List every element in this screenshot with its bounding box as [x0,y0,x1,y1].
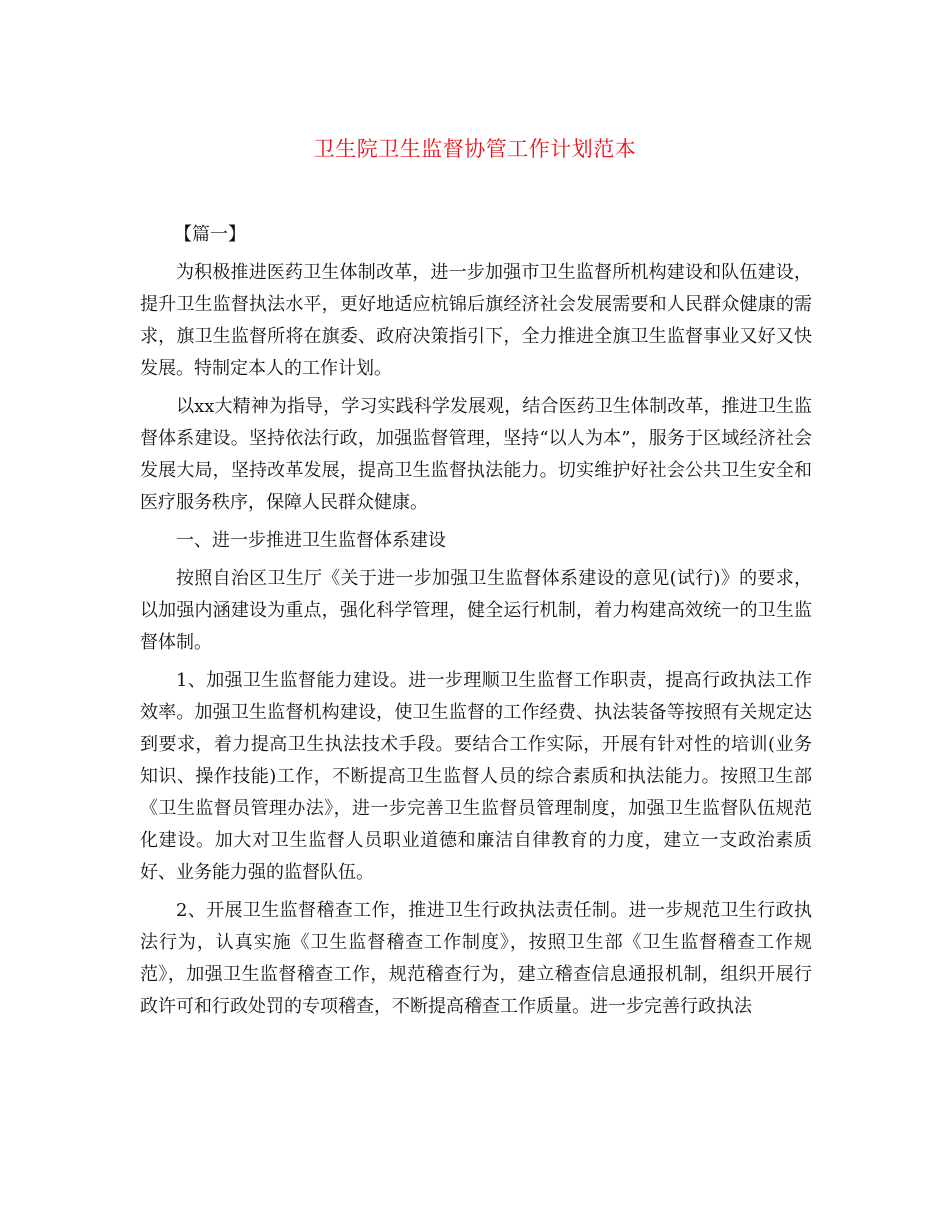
paragraph-intro: 为积极推进医药卫生体制改革，进一步加强市卫生监督所机构建设和队伍建设，提升卫生监督执法水平，更好地适应杭锦后旗经济社会发展需要和人民群众健康的需求，旗卫生监督所将在旗委、政府决策指引下，全力推进全旗卫生监督事业又好又快发展。特制定本人的工作计划。 [140,262,812,379]
section-mark: 【篇一】 [174,224,246,245]
document-body [140,219,812,1029]
paragraph-system-building: 按照自治区卫生厅《关于进一步加强卫生监督体系建设的意见(试行)》的要求，以加强内涵建设为重点，强化科学管理，健全运行机制，着力构建高效统一的卫生监督体制。 [140,568,812,653]
paragraph-guiding-principle: 以xx大精神为指导，学习实践科学发展观，结合医药卫生体制改革，推进卫生监督体系建设。坚持依法行政，加强监督管理，坚持“以人为本”，服务于区域经济社会发展大局，坚持改革发展，提高卫生监督执法能力。切实维护好社会公共卫生安全和医疗服务秩序，保障人民群众健康。 [140,396,812,513]
section-heading-1: 一、进一步推进卫生监督体系建设 [176,530,446,551]
paragraph-capacity-building: 1、加强卫生监督能力建设。进一步理顺卫生监督工作职责，提高行政执法工作效率。加强卫生监督机构建设，使卫生监督的工作经费、执法装备等按照有关规定达到要求，着力提高卫生执法技术手段。要结合工作实际，开展有针对性的培训(业务知识、操作技能)工作，不断提高卫生监督人员的综合素质和执法能力。按照卫生部《卫生监督员管理办法》，进一步完善卫生监督员管理制度，加强卫生监督队伍规范化建设。加大对卫生监督人员职业道德和廉洁自律教育的力度，建立一支政治素质好、业务能力强的监督队伍。 [140,670,812,883]
paragraph-inspection-work: 2、开展卫生监督稽查工作，推进卫生行政执法责任制。进一步规范卫生行政执法行为，认真实施《卫生监督稽查工作制度》，按照卫生部《卫生监督稽查工作规范》，加强卫生监督稽查工作，规范稽查行为，建立稽查信息通报机制，组织开展行政许可和行政处罚的专项稽查，不断提高稽查工作质量。进一步完善行政执法 [140,900,812,1017]
document-title: 卫生院卫生监督协管工作计划范本 [313,137,637,161]
